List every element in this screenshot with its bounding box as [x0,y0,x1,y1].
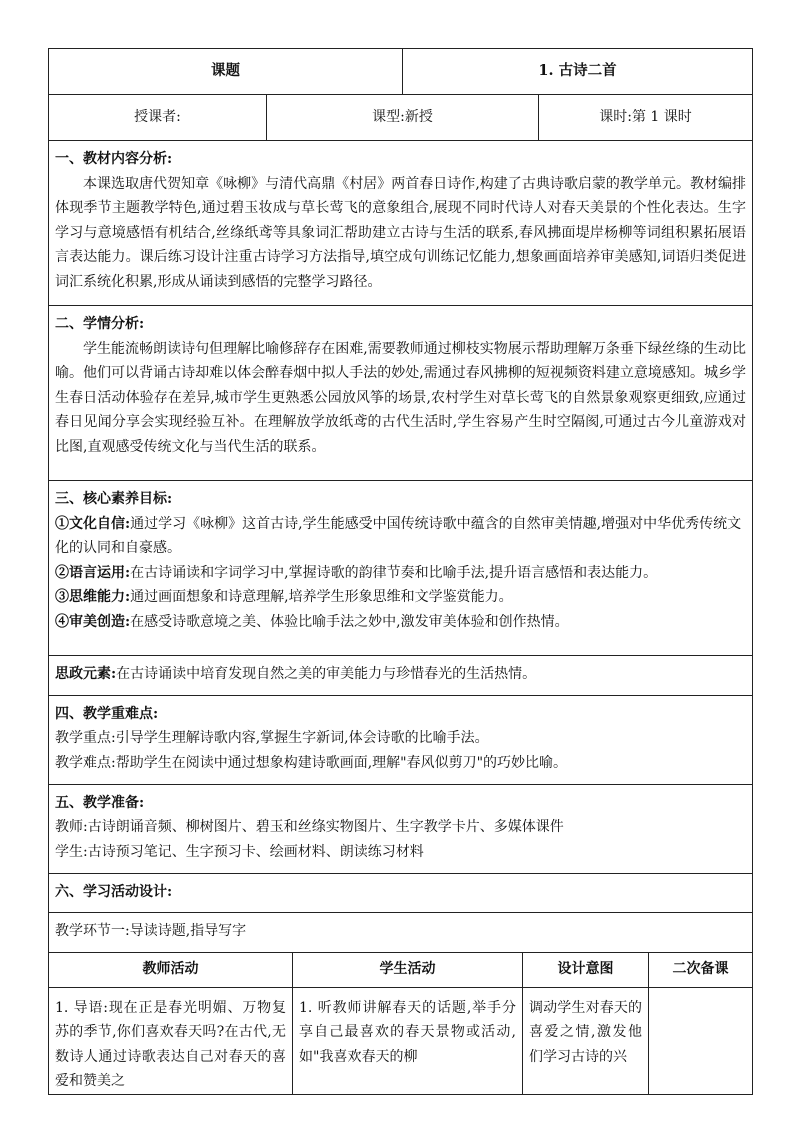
lesson-plan-sheet [48,48,752,1095]
lesson-period: 课时:第 1 课时 [539,95,753,141]
ideology-label: 思政元素: [55,666,117,682]
lesson-type: 课型:新授 [267,95,539,141]
info-row [49,95,753,141]
segment-label: 教学环节一:导读诗题,指导写字 [55,923,247,939]
students-title: 二、学情分析: [55,316,145,332]
design-intent-cell: 调动学生对春天的喜爱之情,激发他们学习古诗的兴 [523,987,649,1094]
teaching-difficulty: 教学难点:帮助学生在阅读中通过想象构建诗歌画面,理解"春风似剪刀"的巧妙比喻。 [55,754,568,771]
goal-text: 通过画面想象和诗意理解,培养学生形象思维和文学鉴赏能力。 [130,589,513,605]
teacher-preparation: 教师:古诗朗诵音频、柳树图片、碧玉和丝绦实物图片、生字教学卡片、多媒体课件 [55,819,564,835]
goal-item [55,561,746,586]
goal-label: ④审美创造: [55,613,131,630]
segment-row [49,913,753,953]
core-goals-row [49,481,753,656]
activities-title: 六、学习活动设计: [55,883,173,900]
material-body: 本课选取唐代贺知章《咏柳》与清代高鼎《村居》两首春日诗作,构建了古典诗歌启蒙的教学单元。教材编排体现季节主题教学特色,通过碧玉妆成与草长莺飞的意象组合,展现不同时代诗人对春天美景的个性化表达。生字学习与意境感悟有机结合,丝绦纸鸢等具象词汇帮助建立古诗与生活的联系,春风拂面堤岸杨柳等词组积累拓展语言表达能力。课后练习设计注重古诗学习方法指导,填空成句训练记忆能力,想象画面培养审美感知,词语归类促进词汇系统化积累,形成从诵读到感悟的完整学习路径。 [55,175,746,290]
activities-header-row [49,952,753,987]
teacher-activity-cell: 1. 导语:现在正是春光明媚、万物复苏的季节,你们喜欢春天吗?在古代,无数诗人通过诗歌表达自己对春天的喜爱和赞美之 [49,987,293,1094]
col-design-intent: 设计意图 [523,952,649,987]
col-second-prep: 二次备课 [649,952,753,987]
table-row [49,987,753,1094]
goal-label: ①文化自信: [55,515,131,532]
preparation-title: 五、教学准备: [55,794,145,811]
goal-item [55,512,746,561]
student-preparation: 学生:古诗预习笔记、生字预习卡、绘画材料、朗读练习材料 [55,843,424,860]
topic-value: 1. 古诗二首 [403,49,753,95]
goal-label: ②语言运用: [55,564,131,581]
col-teacher-activity: 教师活动 [49,952,293,987]
goal-item [55,585,746,610]
goal-text: 在古诗诵读和字词学习中,掌握诗歌的韵律节奏和比喻手法,提升语言感悟和表达能力。 [130,564,658,581]
activities-table [48,952,753,1095]
goal-label: ③思维能力: [55,589,131,605]
second-prep-cell [649,987,753,1094]
students-body: 学生能流畅朗读诗句但理解比喻修辞存在困难,需要教师通过柳枝实物展示帮助理解万条垂下绿丝绦的生动比喻。他们可以背诵古诗却难以体会醉春烟中拟人手法的妙处,需通过春风拂柳的短视频资料建立意境感知。城乡学生春日活动体验存在差异,城市学生更熟悉公园放风筝的场景,农村学生对草长莺飞的自然景象观察更细致,应通过春日见闻分享会实现经验互补。在理解放学放纸鸢的古代生活时,学生容易产生时空隔阂,可通过古今儿童游戏对比图,直观感受传统文化与当代生活的联系。 [55,340,746,455]
topic-row [49,49,753,95]
key-points-row [49,695,753,784]
ideology-text: 在古诗诵读中培育发现自然之美的审美能力与珍惜春光的生活热情。 [116,666,537,682]
goal-item [55,610,746,635]
goal-text: 通过学习《咏柳》这首古诗,学生能感受中国传统诗歌中蕴含的自然审美情趣,增强对中华优秀传统文化的认同和自豪感。 [55,515,742,556]
col-student-activity: 学生活动 [293,952,523,987]
key-points-title: 四、教学重难点: [55,705,159,722]
student-activity-cell: 1. 听教师讲解春天的话题,举手分享自己最喜欢的春天景物或活动,如"我喜欢春天的柳 [293,987,523,1094]
material-title: 一、教材内容分析: [55,151,173,167]
teacher-label: 授课者: [49,95,267,141]
preparation-row [49,784,753,873]
goals-title: 三、核心素养目标: [55,491,173,507]
goal-text: 在感受诗歌意境之美、体验比喻手法之妙中,激发审美体验和创作热情。 [130,613,569,630]
material-analysis-row [49,141,753,306]
topic-label: 课题 [49,49,403,95]
student-analysis-row [49,306,753,481]
lesson-plan-table [48,48,753,953]
ideology-row [49,656,753,696]
activities-title-row [49,873,753,913]
teaching-focus: 教学重点:引导学生理解诗歌内容,掌握生字新词,体会诗歌的比喻手法。 [55,730,489,746]
